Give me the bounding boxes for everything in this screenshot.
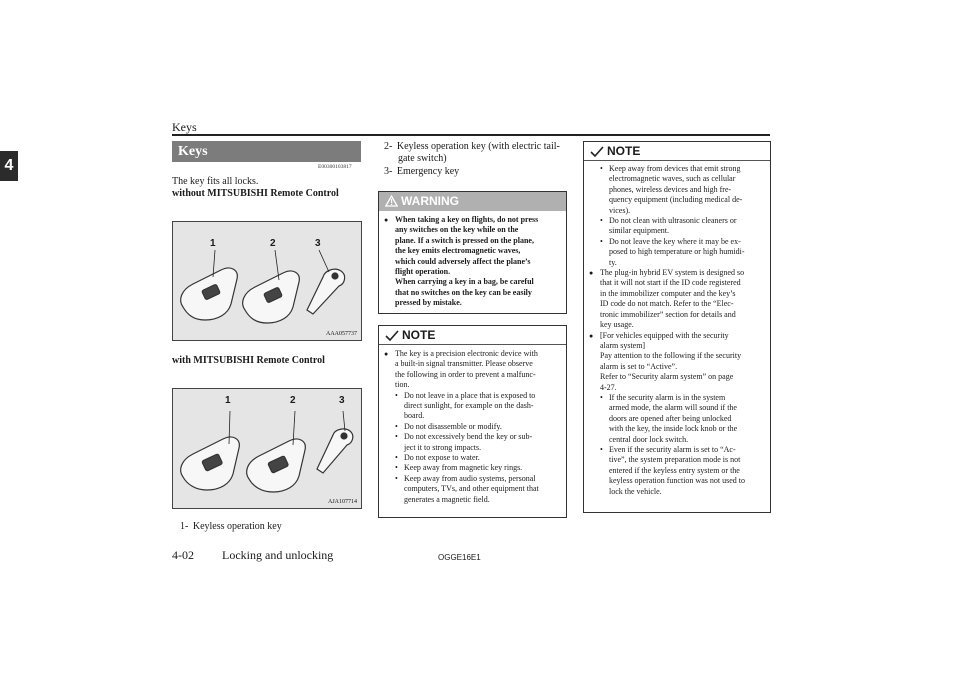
- warning-line: which could adversely affect the plane’s: [395, 256, 531, 266]
- note-line: ID code do not match. Refer to the “Elec-: [600, 299, 734, 309]
- note-sub-bullet: [589, 216, 765, 237]
- dot-icon: •: [395, 453, 398, 463]
- emergency-key: [307, 269, 345, 314]
- note-line: the following in order to prevent a malfunc-: [395, 369, 536, 379]
- note-line: The key is a precision electronic device with: [395, 349, 538, 358]
- note-line: [For vehicles equipped with the security: [600, 330, 729, 340]
- warning-triangle-icon: [385, 195, 398, 207]
- note-line: entered if the keyless entry system or the: [609, 465, 740, 475]
- note-line: alarm is set to “Active”.: [600, 361, 678, 371]
- note-line: tion.: [395, 380, 410, 390]
- section-code: E00300103817: [318, 164, 352, 170]
- dot-icon: •: [600, 392, 603, 402]
- note-line: posed to high temperature or high humidi-: [609, 247, 745, 257]
- legend-item-3: [384, 166, 459, 178]
- legend-num: 1-: [180, 521, 189, 532]
- note-line: that it will not start if the ID code registered: [600, 278, 741, 288]
- note-line: central door lock switch.: [609, 434, 689, 444]
- chapter-tab: 4: [0, 151, 18, 181]
- section-title-bar: Keys: [172, 141, 361, 162]
- running-header-title: Keys: [172, 120, 197, 134]
- note-line: Keep away from audio systems, personal: [404, 473, 536, 483]
- warning-box: [378, 191, 567, 314]
- legend-text: Keyless operation key (with electric tail-: [396, 141, 560, 152]
- note-line: board.: [404, 411, 425, 421]
- legend-item-1: [180, 521, 282, 533]
- note-line: quency equipment (including medical de-: [609, 195, 743, 205]
- note-line: Do not leave the key where it may be ex-: [609, 236, 741, 246]
- warning-line: the key emits electromagnetic waves,: [395, 246, 521, 256]
- note-line: Do not excessively bend the key or sub-: [404, 432, 533, 442]
- pen-check-icon: [590, 145, 604, 157]
- figure1-label-1: 1: [210, 238, 216, 249]
- dot-icon: •: [600, 216, 603, 226]
- note-line: computers, TVs, and other equipment that: [404, 484, 539, 494]
- dot-icon: •: [395, 432, 398, 442]
- warning-line: flight operation.: [395, 267, 451, 277]
- note-line: with the key, the inside lock knob or the: [609, 424, 738, 434]
- legend-item-2-cont: gate switch): [398, 153, 447, 164]
- figure1-caption: without MITSUBISHI Remote Control: [172, 188, 339, 199]
- note-line: a built-in signal transmitter. Please observe: [395, 359, 533, 369]
- note-line: in the immobilizer computer and the key’s: [600, 288, 736, 298]
- figure2-code: AJA107714: [327, 499, 357, 505]
- note-sub-bullet: [589, 164, 765, 216]
- note-line: direct sunlight, for example on the dash-: [404, 401, 534, 411]
- note-sub-bullet: [384, 474, 561, 505]
- note-line: 4-27.: [600, 382, 617, 392]
- note-line: ject it to strong impacts.: [404, 442, 482, 452]
- warning-line: plane. If a switch is pressed on the plane,: [395, 235, 534, 245]
- dot-icon: •: [600, 236, 603, 246]
- note-sub-bullet: [384, 422, 561, 432]
- dot-icon: •: [395, 421, 398, 431]
- warning-title: WARNING: [401, 194, 459, 208]
- dot-icon: •: [395, 390, 398, 400]
- note-line: tronic immobilizer” section for details and: [600, 309, 736, 319]
- note-title: NOTE: [607, 144, 641, 158]
- note-line: vices).: [609, 205, 631, 215]
- bullet-icon: ●: [589, 269, 594, 278]
- warning-header: [379, 192, 566, 211]
- note-line: phones, wireless devices and high fre-: [609, 184, 732, 194]
- note-sub-bullet: [384, 463, 561, 473]
- warning-line: When taking a key on flights, do not press: [395, 215, 539, 224]
- emergency-key: [317, 429, 353, 473]
- warning-line: that no switches on the key can be easily: [395, 287, 532, 297]
- note-sub-bullet: [384, 453, 561, 463]
- note-line: Keep away from devices that emit strong: [609, 164, 741, 173]
- legend-item-2: [384, 141, 560, 153]
- note-sub-bullet: [384, 432, 561, 453]
- legend-text: Emergency key: [396, 166, 460, 177]
- footer-section: Locking and unlocking: [222, 548, 334, 562]
- note-sub-bullet: [589, 393, 765, 445]
- keyless-key-2: [247, 439, 306, 492]
- dot-icon: •: [395, 463, 398, 473]
- note-sub-bullet: [589, 445, 765, 497]
- note-header: [379, 326, 566, 345]
- warning-line: When carrying a key in a bag, be careful: [395, 277, 534, 287]
- note-line: armed mode, the alarm will sound if the: [609, 403, 737, 413]
- note-line: similar equipment.: [609, 226, 669, 236]
- note-line: key usage.: [600, 320, 634, 330]
- note-box-2: [583, 141, 771, 513]
- note-line: Refer to “Security alarm system” on page: [600, 372, 734, 382]
- bullet-icon: ●: [384, 216, 389, 224]
- header-rule: [172, 134, 770, 136]
- warning-line: pressed by mistake.: [395, 298, 462, 308]
- note-box-1: [378, 325, 567, 518]
- figure2-label-2: 2: [290, 395, 296, 406]
- dot-icon: •: [600, 444, 603, 454]
- note-header: [584, 142, 770, 161]
- keyless-key-2: [243, 271, 300, 323]
- legend-text: Keyless operation key: [192, 521, 282, 532]
- note-line: Keep away from magnetic key rings.: [404, 463, 523, 473]
- bullet-icon: ●: [589, 331, 594, 340]
- note-line: Do not expose to water.: [404, 453, 480, 463]
- note-paragraph: [589, 331, 765, 393]
- dot-icon: •: [600, 164, 603, 173]
- figure1-code: AAA057737: [326, 331, 357, 337]
- note-title: NOTE: [402, 328, 436, 342]
- note-line: lock the vehicle.: [609, 486, 662, 496]
- figure-keys-without-remote: [172, 221, 362, 341]
- keyless-key-1: [181, 437, 240, 490]
- figure-keys-with-remote: [172, 388, 362, 509]
- note-line: electromagnetic waves, such as cellular: [609, 174, 736, 184]
- figure2-caption: with MITSUBISHI Remote Control: [172, 355, 325, 366]
- note-line: Do not disassemble or modify.: [404, 421, 502, 431]
- note-sub-bullet: [589, 237, 765, 268]
- warning-line: any switches on the key while on the: [395, 225, 519, 235]
- page-number: 4-02: [172, 548, 194, 562]
- figure1-label-2: 2: [270, 238, 276, 249]
- key-illustration-remote: [173, 389, 363, 510]
- legend-num: 2-: [384, 141, 393, 152]
- note-line: If the security alarm is in the system: [609, 392, 726, 402]
- figure2-label-3: 3: [339, 395, 345, 406]
- keyless-key-1: [181, 268, 238, 320]
- note-line: tive”, the system preparation mode is not: [609, 455, 741, 465]
- document-code: OGGE16E1: [438, 553, 481, 562]
- pen-check-icon: [385, 329, 399, 341]
- figure2-label-1: 1: [225, 395, 231, 406]
- note-line: Do not leave in a place that is exposed to: [404, 390, 536, 400]
- note-line: Even if the security alarm is set to “Ac-: [609, 444, 736, 454]
- note-line: Do not clean with ultrasonic cleaners or: [609, 216, 737, 226]
- note-line: doors are opened after being unlocked: [609, 413, 732, 423]
- note-paragraph: [589, 268, 765, 330]
- note-line: alarm system]: [600, 340, 646, 350]
- note-line: generates a magnetic field.: [404, 494, 490, 504]
- figure1-label-3: 3: [315, 238, 321, 249]
- dot-icon: •: [395, 473, 398, 483]
- note-line: keyless operation function was not used to: [609, 476, 745, 486]
- note-line: Pay attention to the following if the security: [600, 351, 742, 361]
- key-illustration: [173, 222, 363, 342]
- bullet-icon: ●: [384, 350, 389, 358]
- note-sub-bullet: [384, 391, 561, 422]
- warning-paragraph: [384, 215, 561, 309]
- note-paragraph: [384, 349, 561, 391]
- note-line: ty.: [609, 257, 617, 267]
- note-line: The plug-in hybrid EV system is designed so: [600, 268, 745, 278]
- legend-num: 3-: [384, 166, 393, 177]
- intro-text: The key fits all locks.: [172, 176, 259, 187]
